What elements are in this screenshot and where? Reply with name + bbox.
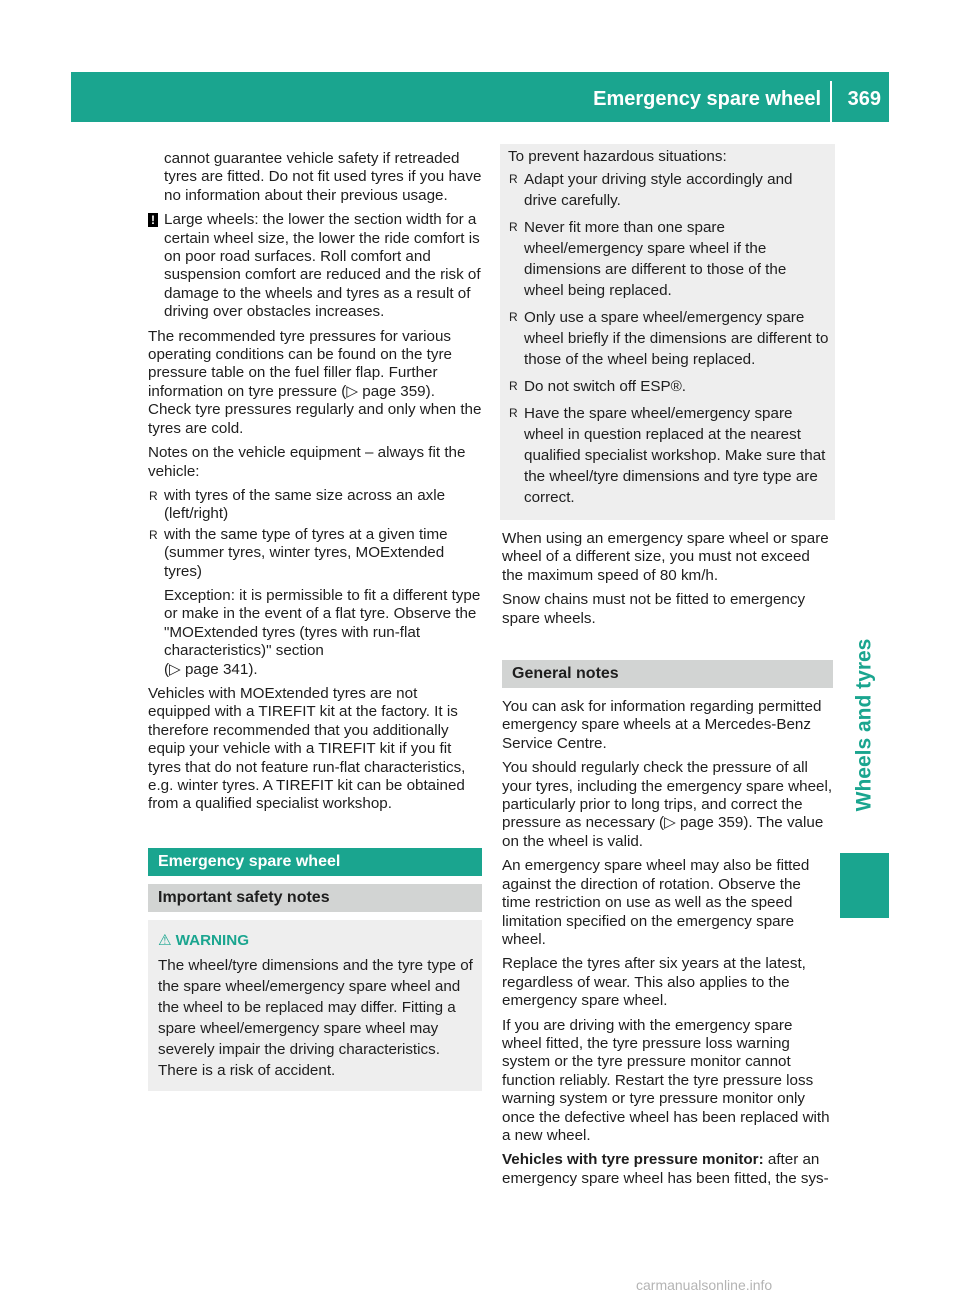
paragraph-tyre-pressures: The recommended tyre pressures for various operating conditions can be found on the tyre pressure table on the fuel filler flap. Further information on tyre pressure (▷ page 359). Check tyre pressures regularly and only when the tyres are cold. xyxy=(148,327,482,437)
right-column xyxy=(502,150,833,1194)
list-item xyxy=(508,403,829,508)
list-item xyxy=(508,307,829,370)
list-item-text: Only use a spare wheel/emergency spare wheel briefly if the dimensions are different to those of the wheel being replaced. xyxy=(524,309,829,368)
section-heading-general: General notes xyxy=(502,660,833,688)
page-link[interactable]: page 341 xyxy=(184,660,249,678)
caution-text: Large wheels: the lower the section width for a certain wheel size, the lower the ride comfort is on poor road surfaces. Roll comfort and suspension comfort are reduced and the risk of damage to the wheels and tyres as a result of driving over obstacles increases. xyxy=(164,211,481,321)
warning-label: WARNING xyxy=(175,931,250,949)
chapter-marker xyxy=(840,853,889,918)
text-segment: ). Check tyre pressures regularly and only when the tyres are cold. xyxy=(148,382,482,437)
page-title: Emergency spare wheel xyxy=(593,88,821,110)
list-item xyxy=(148,526,482,679)
header-bar xyxy=(71,72,889,122)
exception-note: Exception: it is permissible to fit a different type or make in the event of a flat tyre. Observe the "MOExtended tyres (tyres with run-flat characteristics)" section (▷ page 341). xyxy=(164,586,481,678)
paragraph-max-speed: When using an emergency spare wheel or spare wheel of a different size, you must not exceed the maximum speed of 80 km/h. xyxy=(502,530,829,584)
hazard-intro: To prevent hazardous situations: xyxy=(508,148,727,165)
warning-text: The wheel/tyre dimensions and the tyre type of the spare wheel/emergency spare wheel and the wheel to be replaced may differ. Fitting a spare wheel/emergency spare wheel may severely impair the driving characteristics. There is a risk of accident. xyxy=(158,956,473,1079)
list-item-text: Do not switch off ESP®. xyxy=(524,378,687,395)
paragraph-replace-tyres: Replace the tyres after six years at the latest, regardless of wear. This also applies to the emergency spare wheel. xyxy=(502,955,806,1010)
chapter-tab xyxy=(840,610,889,840)
paragraph-moextended: Vehicles with MOExtended tyres are not equipped with a TIREFIT kit at the factory. It is therefore recommended that you additionally equip your vehicle with a TIREFIT kit if you fit tyres that do not feature run-flat characteristics, e.g. winter tyres. A TIREFIT kit can be obtained from a qualified specialist workshop. xyxy=(148,684,466,813)
paragraph-equipment-notes: Notes on the vehicle equipment – always fit the vehicle: xyxy=(148,444,466,480)
list-item-text: Adapt your driving style accordingly and drive carefully. xyxy=(524,171,793,209)
hazard-box xyxy=(500,144,835,520)
text-segment: You should regularly check the pressure of all your tyres, including the emergency spare wheel, particularly prior to long trips, and correct the pressure as necessary ( xyxy=(502,759,833,832)
bullet-icon: R xyxy=(509,406,518,420)
list-item xyxy=(508,169,829,211)
bold-lead: Vehicles with tyre pressure monitor: xyxy=(502,1151,764,1169)
section-heading: Emergency spare wheel xyxy=(148,848,482,876)
paragraph-information: You can ask for information regarding permitted emergency spare wheels at a Mercedes-Benz Service Centre. xyxy=(502,698,822,752)
watermark: carmanualsonline.info xyxy=(636,1277,773,1293)
list-item-text: with the same type of tyres at a given time (summer tyres, winter tyres, MOExtended tyres) xyxy=(164,525,448,580)
hazard-list xyxy=(508,169,829,508)
caution-note xyxy=(148,211,482,321)
warning-triangle-icon: ⚠ xyxy=(158,931,172,949)
exception-text: Exception: it is permissible to fit a different type or make in the event of a flat tyre. Observe the "MOExtended tyres (tyres with run-flat characteristics)" section xyxy=(164,586,481,660)
bullet-icon: R xyxy=(149,527,158,542)
text-segment: ). The value on the wheel is valid. xyxy=(502,814,824,850)
list-item-text: Have the spare wheel/emergency spare wheel in question replaced at the nearest qualified specialist workshop. Make sure that the wheel/tyre dimensions and tyre type are correct. xyxy=(524,405,826,506)
paragraph-vehicles-monitor xyxy=(502,1151,833,1188)
bullet-icon: R xyxy=(149,488,158,503)
list-item xyxy=(508,376,829,397)
text-segment: The recommended tyre pressures for various operating conditions can be found on the tyre pressure table on the fuel filler flap. Further information on tyre pressure ( xyxy=(148,327,452,400)
list-item-text: Never fit more than one spare wheel/emergency spare wheel if the dimensions are different to those of the wheel being replaced. xyxy=(524,219,787,299)
paragraph-check-pressure: You should regularly check the pressure of all your tyres, including the emergency spare wheel, particularly prior to long trips, and correct the pressure as necessary (▷ page 359). The value on the wheel is valid. xyxy=(502,759,833,850)
page-link[interactable]: page 359 xyxy=(362,382,426,400)
page-link[interactable]: page 359 xyxy=(679,814,744,832)
equipment-list xyxy=(148,487,482,679)
list-item-text: with tyres of the same size across an axle (left/right) xyxy=(164,486,446,523)
warning-title xyxy=(158,930,474,951)
bullet-icon: R xyxy=(509,220,518,234)
left-column xyxy=(148,150,482,1091)
bullet-icon: R xyxy=(509,172,518,186)
subsection-heading: Important safety notes xyxy=(148,884,482,912)
header-divider xyxy=(830,81,832,122)
warning-box xyxy=(148,920,482,1091)
paragraph-retreaded: cannot guarantee vehicle safety if retreaded tyres are fitted. Do not fit used tyres if you have no information about their previous usage. xyxy=(164,150,482,204)
bullet-icon: R xyxy=(509,379,518,393)
exclamation-icon: ! xyxy=(148,213,158,227)
paragraph-pressure-monitor: If you are driving with the emergency spare wheel fitted, the tyre pressure loss warning system or the tyre pressure monitor cannot function reliably. Restart the tyre pressure loss warning system or tyre pressure monitor only once the defective wheel has been replaced with a new wheel. xyxy=(502,1016,830,1144)
page-number: 369 xyxy=(847,88,881,110)
paragraph-snow-chains: Snow chains must not be fitted to emergency spare wheels. xyxy=(502,591,806,627)
text-segment: after an emergency spare wheel has been fitted, the sys- xyxy=(502,1151,829,1187)
chapter-tab-label: Wheels and tyres xyxy=(852,638,876,812)
list-item xyxy=(508,217,829,301)
list-item xyxy=(148,487,482,524)
paragraph-rotation: An emergency spare wheel may also be fitted against the direction of rotation. Observe the time restriction on use as well as the speed limitation specified on the emergency spare wheel. xyxy=(502,857,810,948)
bullet-icon: R xyxy=(509,310,518,324)
